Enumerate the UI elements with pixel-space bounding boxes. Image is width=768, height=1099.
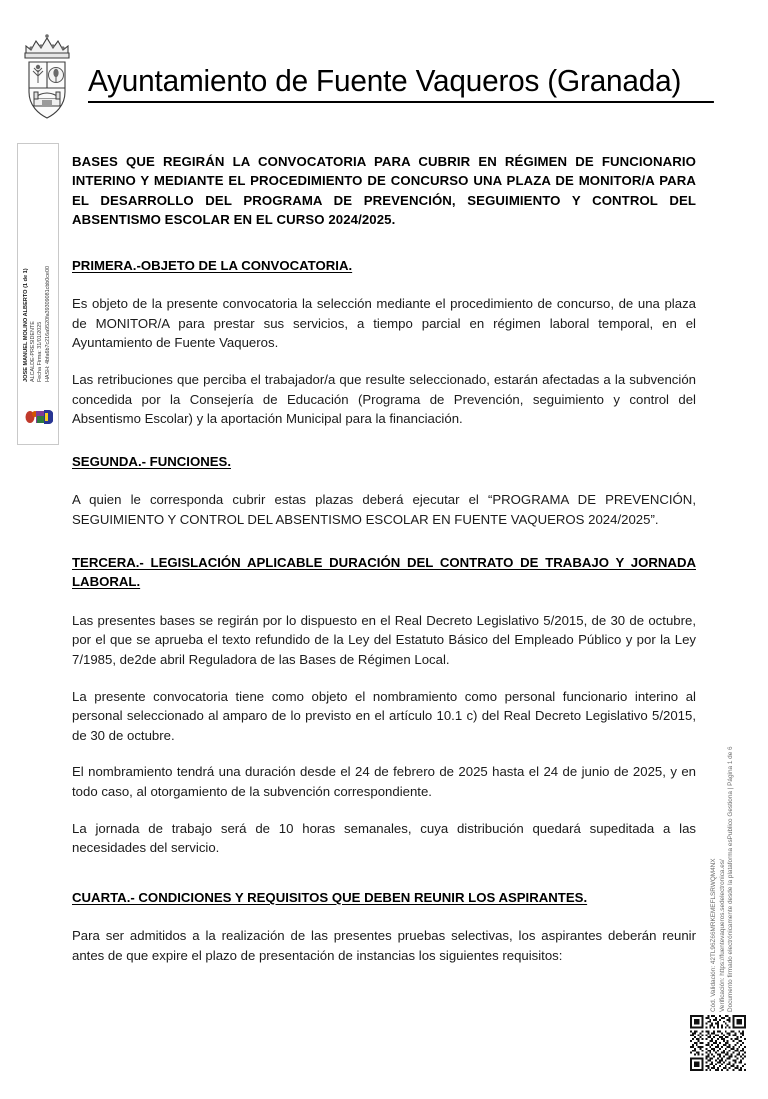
section-heading-tercera-text: TERCERA.- LEGISLACIÓN APLICABLE DURACIÓN DEL CONTRATO DE TRABAJO Y JORNADA LABORAL. bbox=[72, 554, 696, 590]
section-heading-segunda bbox=[72, 452, 696, 472]
signature-hash: HASH: 4bfa6b7c216a9520fa39309081cbb0ce00 bbox=[44, 266, 51, 382]
tercera-paragraph-1: Las presentes bases se regirán por lo dispuesto en el Real Decreto Legislativo 5/2015, de 30 de octubre, por el que se aprueba el texto refundido de la Ley del Estatuto Básico del Empleado Público y por la Ley 7/1985, de2de abril Reguladora de las Bases de Régimen Local. bbox=[72, 612, 696, 667]
signature-text-wrap bbox=[18, 144, 58, 390]
primera-paragraph-2: Las retribuciones que perciba el trabajador/a que resulte seleccionado, estarán afectadas a la subvención concedida por la Consejería de Educación (Programa de Prevención, seguimiento y control del Absentismo Escolar) y la aportación Municipal para la financiación. bbox=[72, 372, 696, 427]
electronic-signature-stamp bbox=[17, 143, 59, 445]
coat-of-arms-icon bbox=[14, 26, 80, 122]
right-margin-metadata bbox=[706, 640, 746, 1020]
cuarta-paragraph-1: Para ser admitidos a la realización de las presentes pruebas selectivas, los aspirantes deberán reunir antes de que expire el plazo de presentación de instancias los siguientes requisitos: bbox=[72, 928, 696, 963]
tercera-paragraph-2: La presente convocatoria tiene como objeto el nombramiento como personal funcionario interino al personal seleccionado al amparo de lo previsto en el artículo 10.1 c) del Real Decreto Legislativo 5/2015, de 30 de octubre. bbox=[72, 688, 696, 743]
segunda-paragraph-1: A quien le corresponda cubrir estas plazas deberá ejecutar el “PROGRAMA DE PREVENCIÓN, SEGUIMIENTO Y CONTROL DEL ABSENTISMO ESCOLAR EN FUENTE VAQUEROS 2024/2025”. bbox=[72, 492, 696, 527]
signature-role: ALCALDE-PRESIDENTE bbox=[30, 321, 37, 382]
page-title: Ayuntamiento de Fuente Vaqueros (Granada) bbox=[88, 64, 714, 103]
platform-page-line: Documento firmado electrónicamente desde la plataforma esPublico Gestiona | Página 1 de 6 bbox=[727, 746, 735, 1012]
section-heading-cuarta-text: CUARTA.- CONDICIONES Y REQUISITOS QUE DEBEN REUNIR LOS ASPIRANTES. bbox=[72, 889, 588, 905]
section-heading-tercera bbox=[72, 553, 696, 592]
section-heading-segunda-text: SEGUNDA.- FUNCIONES. bbox=[72, 453, 231, 469]
signature-signer-name: JOSE MANUEL MOLINO ALBERTO (1 de 1) bbox=[23, 268, 29, 382]
espublico-logo-icon bbox=[23, 404, 53, 430]
section-heading-primera-text: PRIMERA.-OBJETO DE LA CONVOCATORIA. bbox=[72, 257, 353, 273]
right-margin-lines bbox=[710, 640, 736, 1012]
document-body bbox=[72, 152, 696, 982]
validation-code-line: Cód. Validación: 42TL96Z66MRKEMEFLSRWQM4NX bbox=[710, 858, 717, 1012]
verification-url-line: Verificación: https://fuentevaqueros.sedelectronica.es/ bbox=[718, 859, 726, 1012]
signature-date: Fecha Firma: 31/01/2025 bbox=[37, 321, 44, 382]
document-main-title: BASES QUE REGIRÁN LA CONVOCATORIA PARA CUBRIR EN RÉGIMEN DE FUNCIONARIO INTERINO Y MEDIANTE EL PROCEDIMIENTO DE CONCURSO UNA PLAZA DE MONITOR/A PARA EL DESARROLLO DEL PROGRAMA DE PREVENCIÓN, SEGUIMIENTO Y CONTROL DEL ABSENTISMO ESCOLAR EN EL CURSO 2024/2025. bbox=[72, 154, 696, 228]
tercera-paragraph-4: La jornada de trabajo será de 10 horas semanales, cuya distribución quedará supeditada a las necesidades del servicio. bbox=[72, 820, 696, 856]
qr-code bbox=[690, 1015, 746, 1071]
document-header bbox=[0, 22, 768, 122]
section-heading-primera bbox=[72, 256, 696, 276]
section-heading-cuarta bbox=[72, 888, 696, 908]
spacer bbox=[72, 875, 696, 888]
tercera-paragraph-3: El nombramiento tendrá una duración desde el 24 de febrero de 2025 hasta el 24 de junio de 2025, y en todo caso, al otorgamiento de la subvención correspondiente. bbox=[72, 764, 696, 799]
signature-lines bbox=[23, 150, 52, 382]
primera-paragraph-1: Es objeto de la presente convocatoria la selección mediante el procedimiento de concurso, de una plaza de MONITOR/A para prestar sus servicios, a tiempo parcial en régimen laboral temporal, en el Ayuntamiento de Fuente Vaqueros. bbox=[72, 296, 696, 351]
